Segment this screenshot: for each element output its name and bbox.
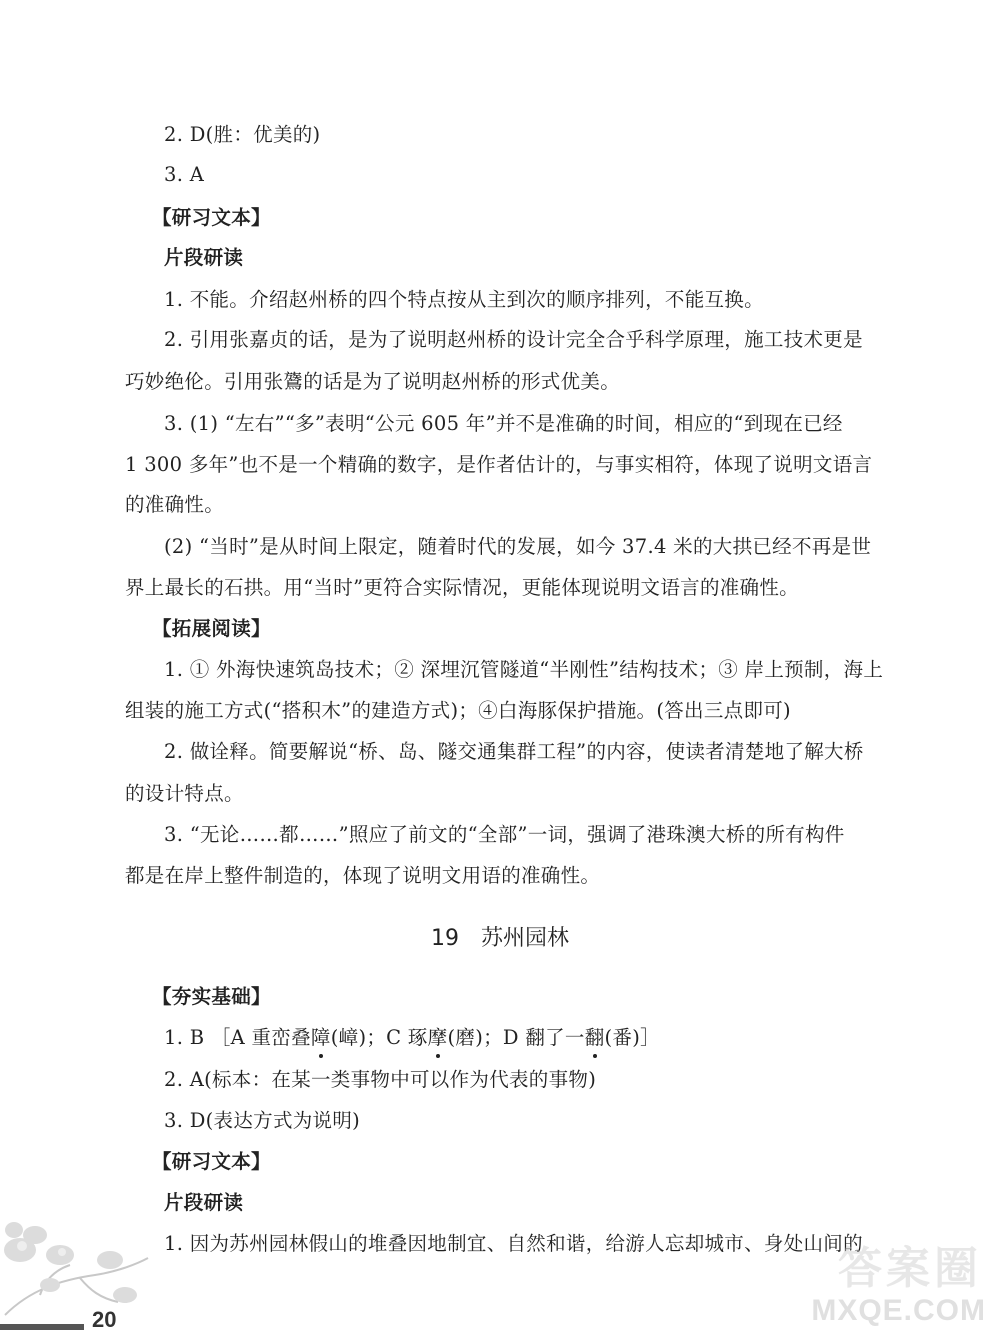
item-1-mid-2: (磨)；D 翻了一 <box>447 1026 585 1049</box>
emphasis-char-2: 摩 <box>428 1023 448 1053</box>
paragraph-2-line-2: 巧妙绝伦。引用张鷟的话是为了说明赵州桥的形式优美。 <box>125 370 621 393</box>
paragraph-3-line-1: 3. (1) “左右”“多”表明“公元 605 年”并不是准确的时间，相应的“到现在已经 <box>164 412 843 435</box>
chapter-number: 19 <box>430 926 459 951</box>
paragraph-3-line-2: 1 300 多年”也不是一个精确的数字，是作者估计的，与事实相符，体现了说明文语言 <box>125 453 873 476</box>
emphasis-char-3: 翻 <box>585 1023 605 1053</box>
chapter-title <box>0 922 1000 956</box>
page-number: 20 <box>92 1307 117 1332</box>
subheading-pianduan: 片段研读 <box>164 246 244 269</box>
emphasis-char-1: 障 <box>311 1023 331 1053</box>
floral-decoration-icon <box>0 1210 150 1320</box>
section-heading-tuozhan: 【拓展阅读】 <box>152 617 271 640</box>
paragraph-1: 1. 不能。介绍赵州桥的四个特点按从主到次的顺序排列，不能互换。 <box>164 288 764 311</box>
hangshi-item-1 <box>164 1023 884 1053</box>
tuozhan-paragraph-3-line-2: 都是在岸上整件制造的，体现了说明文用语的准确性。 <box>125 864 601 887</box>
yanxi-2-paragraph-1-line-1: 1. 因为苏州园林假山的堆叠因地制宜、自然和谐，给游人忘却城市、身处山间的 <box>164 1232 863 1255</box>
watermark-logo-text: 答案圈 <box>838 1243 982 1294</box>
tuozhan-paragraph-1-line-2: 组装的施工方式(“搭积木”的建造方式)；④白海豚保护措施。(答出三点即可) <box>125 699 791 722</box>
item-1-prefix: 1. B ［A 重峦叠 <box>164 1026 311 1049</box>
tuozhan-paragraph-2-line-2: 的设计特点。 <box>125 782 244 805</box>
item-1-mid-1: (嶂)；C 琢 <box>330 1026 428 1049</box>
section-heading-yanxi: 【研习文本】 <box>152 206 271 229</box>
paragraph-2-line-1: 2. 引用张嘉贞的话，是为了说明赵州桥的设计完全合乎科学原理，施工技术更是 <box>164 328 863 351</box>
page-bar <box>0 1324 84 1330</box>
section-heading-hangshi: 【夯实基础】 <box>152 985 271 1008</box>
answer-item-2: 2. D(胜：优美的) <box>164 123 321 146</box>
tuozhan-paragraph-1-line-1: 1. ① 外海快速筑岛技术；② 深埋沉管隧道“半刚性”结构技术；③ 岸上预制，海上 <box>164 658 884 681</box>
section-heading-yanxi-2: 【研习文本】 <box>152 1150 271 1173</box>
hangshi-item-2: 2. A(标本：在某一类事物中可以作为代表的事物) <box>164 1068 597 1091</box>
answer-item-3: 3. A <box>164 163 205 186</box>
paragraph-4-line-1: (2) “当时”是从时间上限定，随着时代的发展，如今 37.4 米的大拱已经不再是世 <box>164 535 872 558</box>
tuozhan-paragraph-3-line-1: 3. “无论……都……”照应了前文的“全部”一词，强调了港珠澳大桥的所有构件 <box>164 823 845 846</box>
chapter-name: 苏州园林 <box>480 926 569 951</box>
watermark <box>770 1232 1000 1334</box>
paragraph-3-line-3: 的准确性。 <box>125 493 225 516</box>
item-1-suffix: (番)］ <box>604 1026 660 1049</box>
subheading-pianduan-2: 片段研读 <box>164 1191 244 1214</box>
watermark-url: MXQE.COM <box>811 1294 986 1327</box>
tuozhan-paragraph-2-line-1: 2. 做诠释。简要解说“桥、岛、隧交通集群工程”的内容，使读者清楚地了解大桥 <box>164 740 864 763</box>
hangshi-item-3: 3. D(表达方式为说明) <box>164 1109 361 1132</box>
paragraph-4-line-2: 界上最长的石拱。用“当时”更符合实际情况，更能体现说明文语言的准确性。 <box>125 576 799 599</box>
